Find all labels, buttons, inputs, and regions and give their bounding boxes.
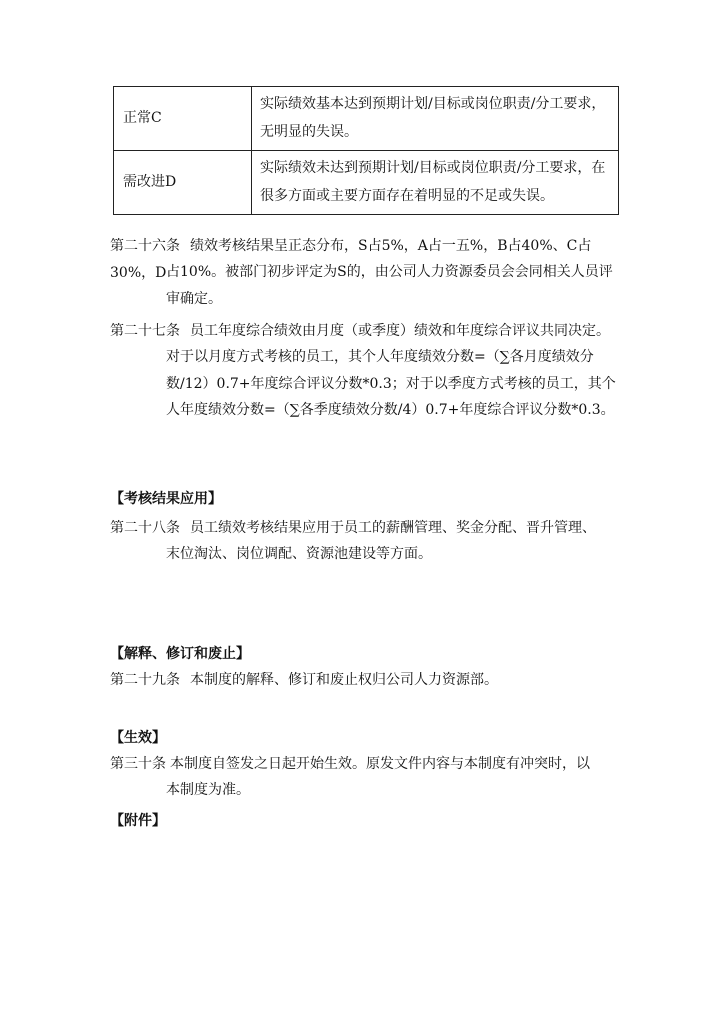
article-26-continuation: 占10%。被部门初步评定为S的，由公司人力资源委员会会同相关人员评审确定。 bbox=[166, 264, 613, 307]
section-heading-result-application: 【考核结果应用】 bbox=[110, 491, 222, 507]
article-29-line bbox=[110, 667, 630, 694]
article-label: 第二十六条 bbox=[110, 238, 180, 254]
table-row bbox=[114, 87, 619, 151]
grade-label: 需改进D bbox=[114, 151, 252, 215]
grade-label: 正常C bbox=[114, 87, 252, 151]
article-label: 第二十八条 bbox=[110, 520, 180, 536]
article-label: 第三十条 bbox=[110, 756, 166, 772]
article-27-continuation: 对于以月度方式考核的员工，其个人年度绩效分数=（∑各月度绩效分数/12）0.7+年度综合评议分数*0.3；对于以季度方式考核的员工，其个人年度绩效分数=（∑各季度绩效分数/4）0.7+年度综合评议分数*0.3。 bbox=[166, 349, 616, 418]
article-text: 本制度的解释、修订和废止权归公司人力资源部。 bbox=[190, 672, 498, 688]
article-28-continuation: 末位淘汰、岗位调配、资源池建设等方面。 bbox=[166, 546, 432, 562]
section-heading-effective: 【生效】 bbox=[110, 730, 166, 746]
article-label: 第二十七条 bbox=[110, 323, 180, 339]
article-text: 本制度自签发之日起开始生效。原发文件内容与本制度有冲突时，以 bbox=[170, 756, 590, 772]
article-text: 员工年度综合绩效由月度（或季度）绩效和年度综合评议共同决定。 bbox=[190, 323, 610, 339]
article-text: 员工绩效考核结果应用于员工的薪酬管理、奖金分配、晋升管理、 bbox=[190, 520, 596, 536]
section-heading-interpretation: 【解释、修订和废止】 bbox=[110, 646, 250, 662]
section-heading-attachment: 【附件】 bbox=[110, 813, 166, 829]
grade-description: 实际绩效未达到预期计划/目标或岗位职责/分工要求，在很多方面或主要方面存在着明显的不足或失误。 bbox=[252, 151, 619, 215]
grade-table bbox=[113, 86, 619, 215]
article-28-first-line bbox=[110, 515, 630, 542]
table-row bbox=[114, 151, 619, 215]
grade-description: 实际绩效基本达到预期计划/目标或岗位职责/分工要求，无明显的失误。 bbox=[252, 87, 619, 151]
article-30-first-line bbox=[110, 751, 630, 778]
article-text: 绩效考核结果呈正态分布，S占5%，A占一五%，B占40%、C占30%，D bbox=[110, 238, 592, 281]
article-30-continuation: 本制度为准。 bbox=[166, 782, 250, 798]
article-27-first-line bbox=[110, 318, 630, 345]
article-label: 第二十九条 bbox=[110, 672, 180, 688]
